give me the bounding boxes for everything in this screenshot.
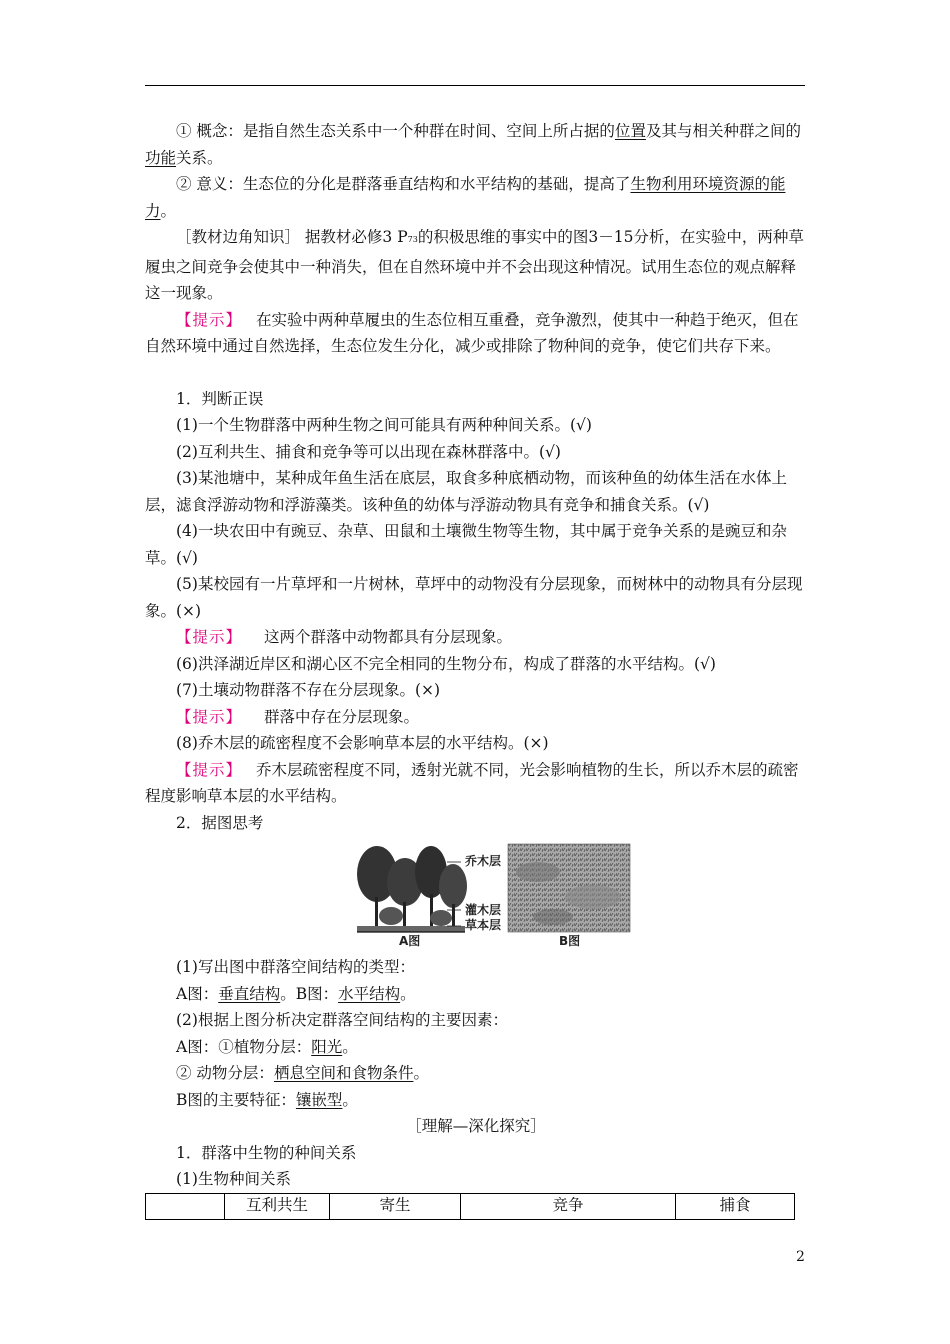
label-herb-layer: 草本层 [465, 918, 502, 932]
label-shrub-layer: 灌木层 [465, 903, 502, 917]
corner-knowledge: ［教材边角知识］ 据教材必修3 P73的积极思维的事实中的图3－15分析，在实验中，两种草履虫之间竞争会使其中一种消失，但在自然环境中并不会出现这种情况。试用生态位的观点解释这一现象。 [145, 228, 804, 302]
judge-tip: 【提示】 这两个群落中动物都具有分层现象。 [176, 628, 513, 646]
explore-sub: (1)生物种间关系 [176, 1170, 291, 1188]
niche-concept: ① 概念：是指自然生态关系中一个种群在时间、空间上所占据的位置及其与相关种群之间的功能关系。 [145, 122, 801, 167]
think-q2: (2)根据上图分析决定群落空间结构的主要因素： [176, 1011, 508, 1029]
forest-illustration [357, 846, 467, 932]
caption-b: B图 [559, 934, 581, 948]
judge-item: (4)一块农田中有豌豆、杂草、田鼠和土壤微生物等生物，其中属于竞争关系的是豌豆和杂草。(√) [145, 522, 787, 567]
think-a2-b: B图的主要特征：镶嵌型。 [176, 1090, 358, 1109]
think-a2-animals: ② 动物分层：栖息空间和食物条件。 [176, 1064, 429, 1082]
tip-label: 【提示】 [176, 760, 243, 779]
judge-item: (3)某池塘中，某种成年鱼生活在底层，取食多种底栖动物，而该种鱼的幼体生活在水体上层，滤食浮游动物和浮游藻类。该种鱼的幼体与浮游动物具有竞争和捕食关系。(√) [145, 469, 787, 514]
tip-label: 【提示】 [176, 310, 243, 329]
judge-item: (2)互利共生、捕食和竞争等可以出现在森林群落中。(√) [176, 442, 561, 461]
page-content [145, 118, 807, 1220]
table-header-row [146, 1193, 795, 1219]
judge-item: (6)洪泽湖近岸区和湖心区不完全相同的生物分布，构成了群落的水平结构。(√) [176, 654, 716, 673]
think-heading: 2．据图思考 [176, 813, 264, 832]
table-cell [146, 1193, 225, 1219]
table-cell: 捕食 [676, 1193, 795, 1219]
judge-item: (8)乔木层的疏密程度不会影响草本层的水平结构。(×) [176, 734, 549, 752]
relations-table [145, 1193, 795, 1220]
table-cell: 互利共生 [225, 1193, 330, 1219]
explore-heading: 1．群落中生物的种间关系 [176, 1143, 357, 1162]
think-q1: (1)写出图中群落空间结构的类型： [176, 958, 415, 976]
header-rule [145, 85, 805, 86]
grassland-illustration [508, 844, 630, 932]
label-tree-layer: 乔木层 [465, 854, 502, 868]
niche-meaning: ② 意义：生态位的分化是群落垂直结构和水平结构的基础，提高了生物利用环境资源的能力。 [145, 175, 786, 220]
think-a1: A图：垂直结构。B图：水平结构。 [176, 984, 416, 1003]
judge-heading: 1．判断正误 [176, 389, 264, 408]
table-cell: 寄生 [330, 1193, 461, 1219]
tip-label: 【提示】 [176, 628, 243, 646]
caption-a: A图 [399, 934, 421, 948]
judge-item: (1)一个生物群落中两种生物之间可能具有两种种间关系。(√) [176, 416, 592, 434]
tip-label: 【提示】 [176, 707, 243, 726]
table-cell: 竞争 [461, 1193, 676, 1219]
think-a2-plants: A图：①植物分层：阳光。 [176, 1037, 358, 1056]
judge-item: (7)土壤动物群落不存在分层现象。(×) [176, 681, 441, 699]
section-title: ［理解—深化探究］ [406, 1117, 546, 1135]
community-structure-figure [353, 842, 633, 950]
page-number: 2 [796, 1249, 805, 1265]
judge-tip: 【提示】 乔木层疏密程度不同，透射光就不同，光会影响植物的生长，所以乔木层的疏密程度影响草本层的水平结构。 [145, 760, 799, 805]
judge-item: (5)某校园有一片草坪和一片树林，草坪中的动物没有分层现象，而树林中的动物具有分层现象。(×) [145, 575, 803, 620]
judge-tip: 【提示】 群落中存在分层现象。 [176, 707, 420, 726]
corner-tip: 【提示】 在实验中两种草履虫的生态位相互重叠，竞争激烈，使其中一种趋于绝灭，但在自然环境中通过自然选择，生态位发生分化，减少或排除了物种间的竞争，使它们共存下来。 [145, 310, 799, 355]
